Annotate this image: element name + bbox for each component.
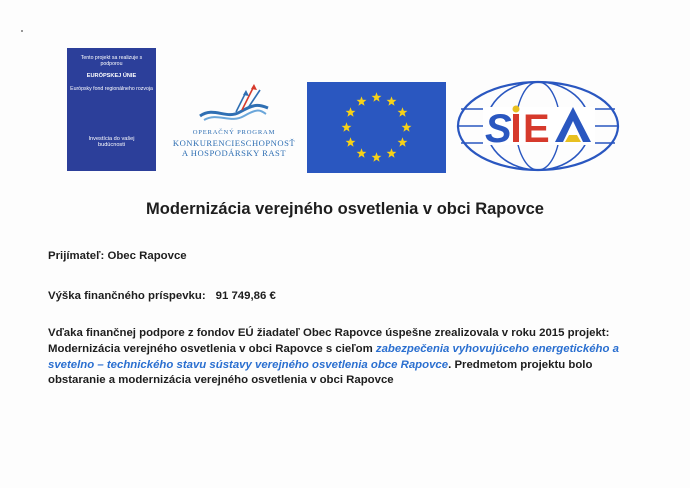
description-part2: . Predmetom projektu bolo obstaranie a modernizácia verejného osvetlenia v obci Rapovce (48, 358, 593, 387)
recipient-line (48, 250, 187, 262)
eu-box-line4: Investícia do vašej budúcnosti (88, 135, 135, 149)
siea-globe-logo (455, 79, 621, 174)
eu-flag-icon (307, 82, 446, 173)
svg-text:S: S (485, 107, 512, 151)
project-description (48, 326, 638, 389)
op-line3: A HOSPODÁRSKY RAST (181, 148, 287, 158)
amount-line (48, 290, 276, 302)
op-line1: OPERAČNÝ PROGRAM (192, 129, 276, 136)
scan-speck (21, 30, 23, 32)
op-logo (160, 76, 308, 168)
recipient-value: Obec Rapovce (107, 250, 187, 262)
op-logo-text (160, 128, 308, 158)
amount-label: Výška finančného príspevku: (48, 290, 206, 302)
eu-support-box (67, 48, 156, 171)
op-swoosh-icon (196, 76, 272, 126)
page-title: Modernizácia verejného osvetlenia v obci Rapovce (146, 200, 544, 218)
description-part1: Vďaka finančnej podpore z fondov EÚ žiadateľ Obec Rapovce úspešne zrealizovala v roku 2015 projekt: Modernizácia verejného osvetlenia v obci Rapovce s cieľom (48, 327, 610, 355)
eu-box-line1: Tento projekt sa realizuje s podporou (80, 55, 143, 68)
recipient-label: Prijímateľ: (48, 250, 105, 262)
eu-box-line2: EURÓPSKEJ ÚNIE (86, 73, 137, 80)
svg-text:E: E (523, 107, 550, 151)
eu-box-line3: Európsky fond regionálneho rozvoja (70, 85, 153, 92)
amount-value: 91 749,86 € (215, 290, 276, 302)
op-line2: KONKURENCIESCHOPNOSŤ (172, 138, 296, 148)
description-highlight: zabezpečenia vyhovujúceho energetického a svetelno – technického stavu sústavy verejného osvetlenia obce Rapovce (48, 342, 619, 371)
